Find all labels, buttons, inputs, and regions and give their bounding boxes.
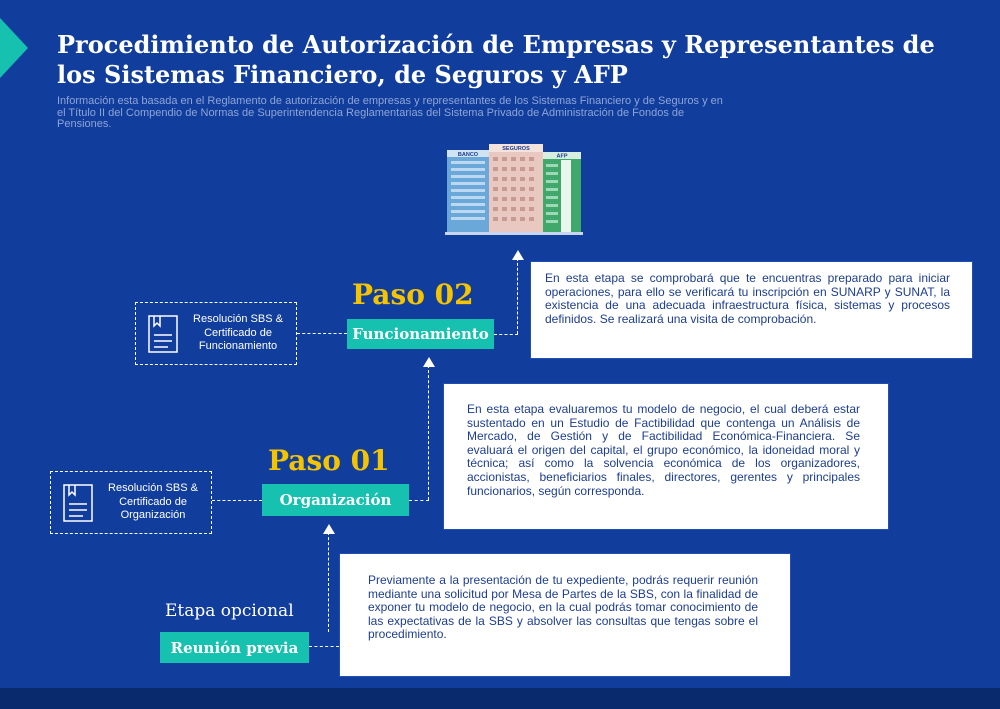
document-box-organizacion <box>50 471 212 534</box>
optional-stage-label: Reunión previa <box>160 632 309 663</box>
connector-line <box>409 500 429 501</box>
buildings-illustration <box>445 140 585 235</box>
connector-line <box>517 258 518 334</box>
connector-line <box>212 500 262 501</box>
document-box-funcionamiento <box>135 302 297 365</box>
step-1-description: En esta etapa evaluaremos tu modelo de negocio, el cual deberá estar sustentado en un Estudio de Factibilidad que contenga un Análisis de Mercado, de Gestión y de Factibilidad Económica-Financiera. Se evaluará el origen del capital, el grupo económico, la idoneidad moral y técnica; así como la solvencia económica de los organizadores, accionistas, beneficiarios finales, directores, gerentes y principales funcionarios, según corresponda. <box>467 402 860 498</box>
step-2-number: Paso 02 <box>352 278 474 311</box>
step-1-label: Organización <box>262 484 409 516</box>
arrow-up-icon <box>512 250 524 260</box>
connector-line <box>328 532 329 632</box>
step-2-description-card <box>530 261 973 359</box>
connector-line <box>494 334 518 335</box>
banco-label: BANCO <box>457 152 479 158</box>
arrow-up-icon <box>423 357 435 367</box>
afp-label: AFP <box>556 153 568 160</box>
footer-bar <box>0 688 1000 709</box>
optional-stage-description-card <box>339 553 791 677</box>
document-label: Resolución SBS & Certificado de Funcionamiento <box>193 313 283 352</box>
connector-line <box>428 365 429 500</box>
document-label: Resolución SBS & Certificado de Organización <box>108 482 198 521</box>
document-icon <box>148 315 178 353</box>
corner-arrow-decoration <box>0 18 28 78</box>
step-1-description-card <box>443 383 889 530</box>
step-1-number: Paso 01 <box>268 444 390 477</box>
document-icon <box>63 484 93 522</box>
optional-stage-heading: Etapa opcional <box>165 601 294 621</box>
arrow-up-icon <box>323 524 335 534</box>
page-subtitle: Información esta basada en el Reglamento de autorización de empresas y representantes de los Sistemas Financiero y de Seguros y en el Título II del Compendio de Normas de Superintendencia Reglamentarias del Sistema Privado de Administración de Fondos de Pensiones. <box>57 95 723 130</box>
seguros-label: SEGUROS <box>502 146 530 152</box>
step-2-description: En esta etapa se comprobará que te encuentras preparado para iniciar operaciones, para ello se verificará tu inscripción en SUNARP y SUNAT, la existencia de una adecuada infraestructura física, sistemas y procesos definidos. Se realizará una visita de comprobación. <box>545 271 950 326</box>
step-2-label: Funcionamiento <box>347 319 494 349</box>
connector-line <box>297 333 347 334</box>
page-title: Procedimiento de Autorización de Empresas y Representantes de los Sistemas Financiero, de Seguros y AFP <box>57 30 935 89</box>
connector-line <box>309 646 339 647</box>
optional-stage-description: Previamente a la presentación de tu expediente, podrás requerir reunión mediante una solicitud por Mesa de Partes de la SBS, con la finalidad de exponer tu modelo de negocio, en la cual podrás tomar conocimiento de las expectativas de la SBS y absolver las consultas que tengas sobre el procedimiento. <box>368 573 758 642</box>
